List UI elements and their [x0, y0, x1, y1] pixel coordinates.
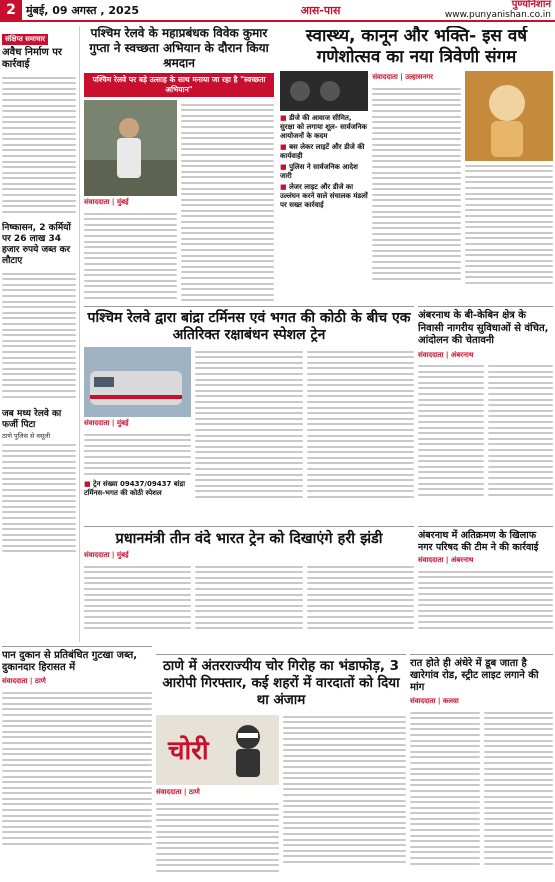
story-gutkha-seized — [2, 646, 152, 880]
story-headline: पश्चिम रेलवे के महाप्रबंधक विवेक कुमार गुप्ता ने स्वच्छता अभियान के दौरान किया श्रमदान — [89, 26, 269, 70]
train-number-caption: ■ ट्रेन संख्या 09437/09437 बांद्रा टर्मिनस-भगत की कोठी स्पेशल — [84, 480, 191, 498]
article-text — [2, 441, 76, 561]
article-text — [195, 562, 302, 636]
story-vande-bharat — [84, 526, 414, 650]
article-text — [283, 712, 406, 880]
ganesh-idol-photo — [465, 71, 553, 161]
article-text — [410, 708, 480, 880]
story-headline: स्वास्थ्य, कानून और भक्ति- इस वर्ष गणेशोत्सव का नया त्रिवेणी संगम — [305, 26, 528, 67]
byline: संवाददाता | उल्हासनगर — [372, 73, 434, 81]
story-headline: अंबरनाथ में अतिक्रमण के खिलाफ नगर परिषद की टीम ने की कार्रवाई — [418, 530, 539, 553]
page-number: 2 — [0, 0, 22, 21]
story-kharegaon-road — [410, 654, 553, 880]
person-photo-icon — [84, 100, 177, 196]
article-text — [465, 161, 553, 301]
left-headline: अवैध निर्माण पर कार्रवाई — [2, 47, 63, 70]
story-bullet: ■ लेजर लाइट और डीजे का उल्लंघन करने वाले संचालक मंडलों पर सख्त कार्रवाई — [280, 183, 368, 210]
left-second-headline: जब मध्य रेलवे का फर्जी पिटा — [2, 409, 62, 430]
byline: संवाददाता | कलवा — [410, 697, 459, 705]
story-subhead: पश्चिम रेलवे पर बड़े उत्साह के साथ मनाया जा रहा है "स्वच्छता अभियान" — [84, 73, 274, 97]
article-text — [418, 362, 484, 512]
story-headline: अंबरनाथ के बी-केबिन क्षेत्र के निवासी नागरीय सुविधाओं से वंचित, आंदोलन की चेतावनी — [418, 310, 549, 346]
article-text — [307, 562, 414, 636]
byline: संवाददाता | ठाणे — [156, 788, 200, 796]
article-text — [84, 209, 177, 302]
theft-word: चोरी — [168, 736, 209, 766]
left-news-column — [2, 26, 80, 642]
story-rakshabandhan-train — [84, 306, 414, 522]
story-bullet: ■ डीजे की आवाज सीमित, सुरक्षा को लगाया शूल- सार्वजनिक आयोजनों के कदम — [280, 114, 368, 141]
section-name: आस-पास — [300, 3, 341, 17]
byline: संवाददाता | ठाणे — [2, 677, 46, 685]
article-text — [181, 100, 274, 302]
article-text — [2, 269, 76, 409]
ganesh-idol-icon — [465, 71, 553, 161]
article-text — [488, 362, 554, 512]
byline: संवाददाता | मुंबई — [84, 419, 129, 427]
byline: संवाददाता | अंबरनाथ — [418, 556, 474, 564]
byline: संवाददाता | मुंबई — [84, 198, 129, 206]
dj-photo — [280, 71, 368, 111]
gm-photo — [84, 100, 177, 196]
brand-url: www.punyanishan.co.in — [444, 10, 551, 20]
brand-name: पुण्यनिशान — [511, 0, 551, 10]
story-headline: पान दुकान से प्रतिबंधित गुटखा जब्त, दुकानदार हिरासत में — [2, 650, 138, 673]
article-text — [84, 430, 191, 480]
left-subhead: निष्कासन, 2 कर्मियों पर 26 लाख 34 हजार रुपये जब्त कर लौटाए — [2, 223, 71, 266]
article-text — [307, 347, 414, 517]
article-text — [418, 567, 553, 637]
story-ganeshotsav — [280, 26, 553, 302]
story-ambernath-encroachment — [418, 526, 553, 650]
story-bullet: ■ बस लेकर लाइटें और डीजे की कार्यवाही — [280, 143, 368, 161]
article-text — [156, 799, 279, 879]
train-icon — [84, 347, 191, 417]
brand-block — [435, 0, 555, 20]
brief-news-kicker: संक्षिप्त समाचार — [2, 34, 48, 45]
speaker-photo-icon — [280, 71, 368, 111]
story-headline: प्रधानमंत्री तीन वंदे भारत ट्रेन को दिखाएंगे हरी झंडी — [115, 531, 383, 547]
story-ambernath-bcabin — [418, 306, 553, 522]
story-bullet: ■ पुलिस ने सार्वजनिक आदेश जारी — [280, 163, 368, 181]
train-photo — [84, 347, 191, 417]
article-text — [2, 73, 76, 223]
story-headline: पश्चिम रेलवे द्वारा बांद्रा टर्मिनस एवं भगत की कोठी के बीच एक अतिरिक्त रक्षाबंधन स्पेशल ट्रेन — [87, 310, 411, 343]
article-text — [372, 84, 460, 302]
story-thane-theft-gang — [156, 654, 406, 880]
article-text — [2, 688, 152, 868]
story-headline: ठाणे में अंतरराज्यीय चोर गिरोह का भंडाफोड़, 3 आरोपी गिरफ्तार, कई शहरों में वारदातों को दिया था अंजाम — [162, 658, 400, 708]
byline: संवाददाता | अंबरनाथ — [418, 350, 474, 359]
masthead — [0, 0, 555, 22]
article-text — [484, 708, 554, 880]
byline: संवाददाता | मुंबई — [84, 551, 129, 559]
left-body: ठाणे पुलिस से वसूली — [2, 432, 51, 440]
article-text — [84, 562, 191, 636]
story-gm-cleanliness — [84, 26, 274, 302]
story-headline: रात होते ही अंधेरे में डूब जाता है खारेगांव रोड, स्ट्रीट लाइट लगाने की मांग — [410, 658, 539, 693]
theft-graphic — [156, 715, 279, 785]
article-text — [195, 347, 302, 517]
issue-date: मुंबई, 09 अगस्त , 2025 — [26, 3, 140, 17]
